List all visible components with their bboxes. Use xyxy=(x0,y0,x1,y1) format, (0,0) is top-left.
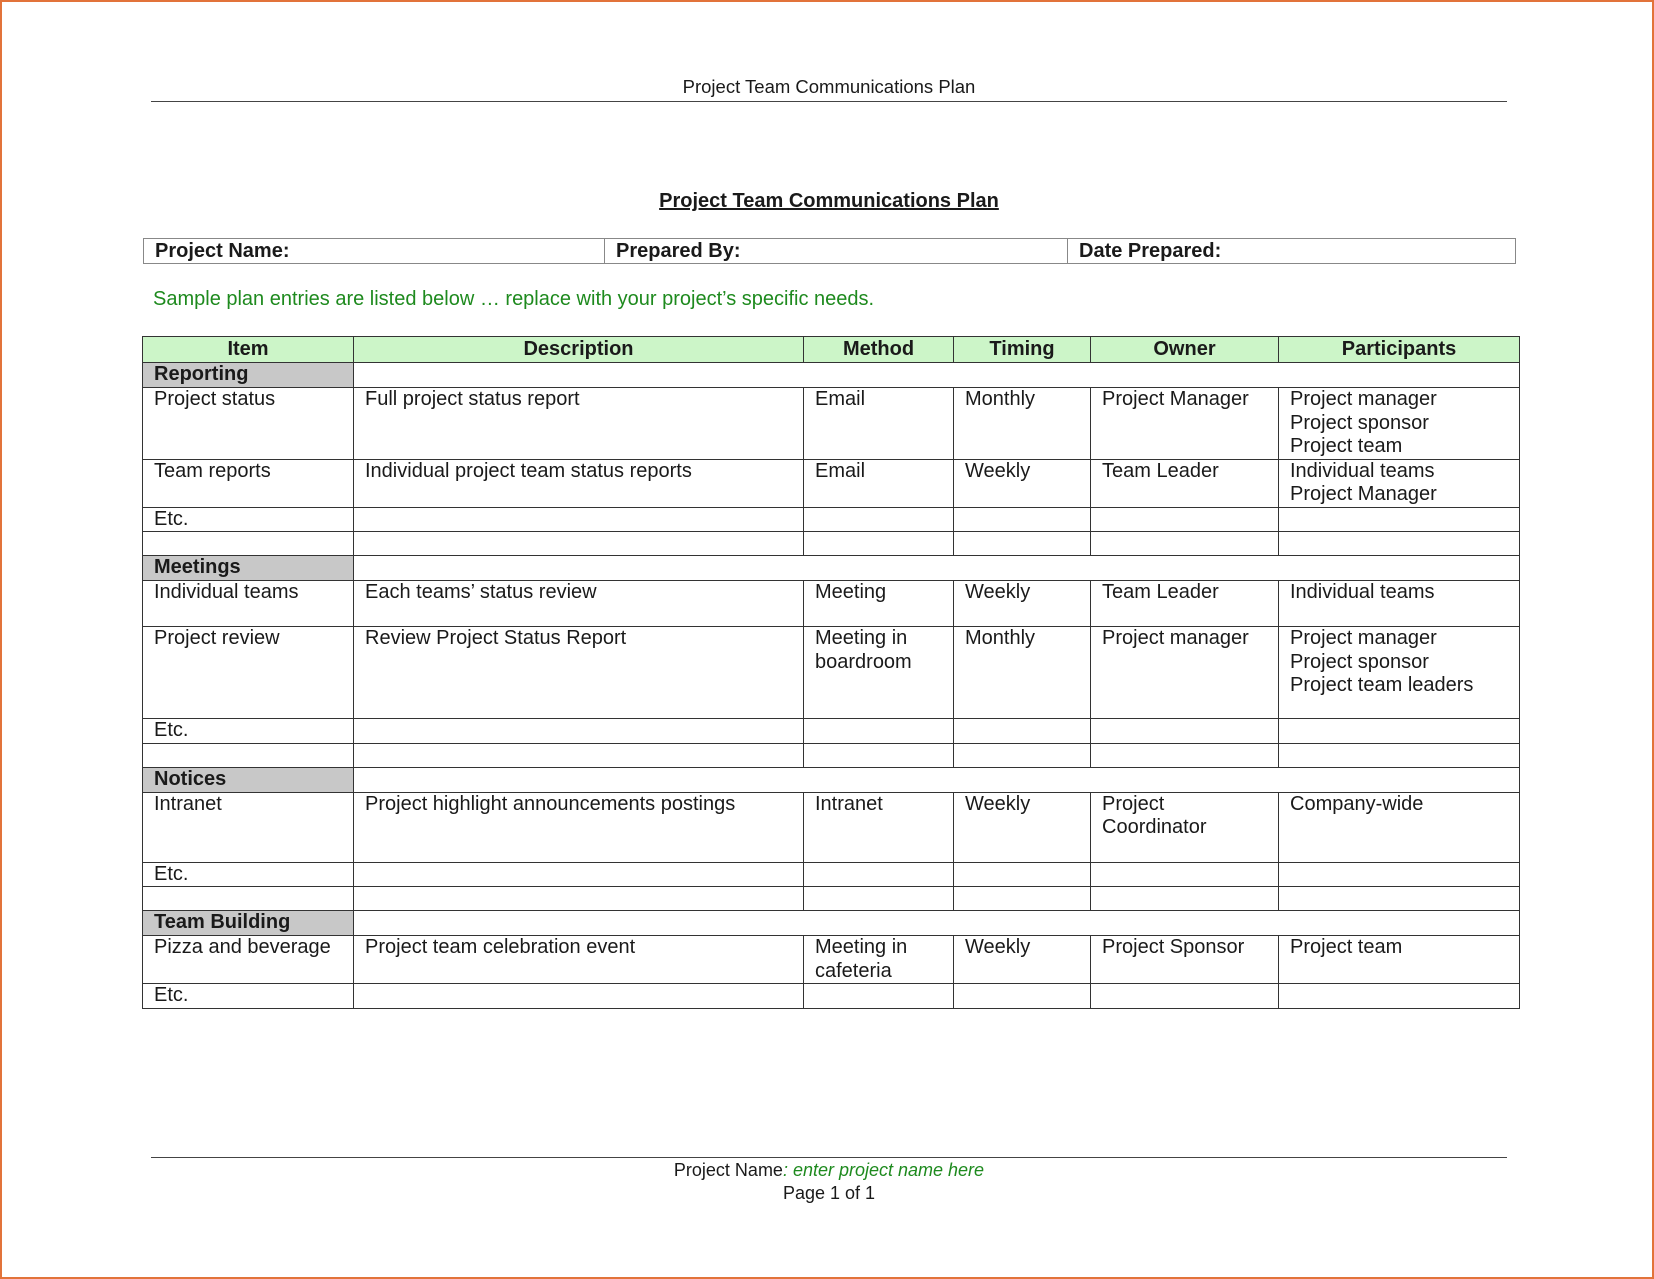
cell-item[interactable]: Individual teams xyxy=(143,581,354,627)
cell-participants[interactable] xyxy=(1279,743,1520,767)
cell-timing[interactable] xyxy=(954,887,1091,911)
cell-owner[interactable]: Project Manager xyxy=(1091,388,1279,460)
footer-project-name-hint[interactable]: : enter project name here xyxy=(782,1160,985,1180)
instruction-note: Sample plan entries are listed below … replace with your project’s specific needs. xyxy=(153,288,875,310)
column-header-item: Item xyxy=(143,337,354,363)
cell-item[interactable] xyxy=(143,743,354,767)
cell-item[interactable]: Etc. xyxy=(143,984,354,1009)
cell-participants[interactable] xyxy=(1279,887,1520,911)
table-header-row xyxy=(143,337,1520,363)
footer-page-number: Page 1 of 1 xyxy=(782,1183,876,1203)
column-header-owner: Owner xyxy=(1091,337,1279,363)
table-row xyxy=(143,388,1520,460)
cell-participants[interactable]: Individual teams xyxy=(1279,581,1520,627)
cell-method[interactable]: Meeting xyxy=(804,581,954,627)
cell-method[interactable] xyxy=(804,862,954,887)
cell-item[interactable]: Pizza and beverage xyxy=(143,936,354,984)
project-name-field[interactable]: Project Name: xyxy=(144,239,605,263)
cell-method[interactable]: Intranet xyxy=(804,792,954,862)
cell-description[interactable]: Full project status report xyxy=(354,388,804,460)
cell-owner[interactable]: Project Sponsor xyxy=(1091,936,1279,984)
cell-participants[interactable] xyxy=(1279,507,1520,532)
page-title: Project Team Communications Plan xyxy=(659,190,999,212)
cell-method[interactable]: Email xyxy=(804,388,954,460)
column-header-description: Description xyxy=(354,337,804,363)
cell-participants[interactable]: Project manager Project sponsor Project team xyxy=(1279,388,1520,460)
cell-participants[interactable] xyxy=(1279,719,1520,744)
cell-method[interactable] xyxy=(804,532,954,556)
table-row xyxy=(143,627,1520,719)
cell-description[interactable]: Project team celebration event xyxy=(354,936,804,984)
cell-owner[interactable]: Team Leader xyxy=(1091,459,1279,507)
cell-item[interactable]: Etc. xyxy=(143,507,354,532)
table-row xyxy=(143,936,1520,984)
cell-participants[interactable]: Project team xyxy=(1279,936,1520,984)
cell-item[interactable] xyxy=(143,887,354,911)
cell-method[interactable]: Email xyxy=(804,459,954,507)
cell-timing[interactable]: Weekly xyxy=(954,792,1091,862)
cell-method[interactable]: Meeting in boardroom xyxy=(804,627,954,719)
cell-item[interactable]: Team reports xyxy=(143,459,354,507)
cell-method[interactable]: Meeting in cafeteria xyxy=(804,936,954,984)
cell-method[interactable] xyxy=(804,743,954,767)
table-body xyxy=(143,363,1520,1009)
cell-description[interactable] xyxy=(354,532,804,556)
cell-participants[interactable]: Project manager Project sponsor Project team leaders xyxy=(1279,627,1520,719)
table-row xyxy=(143,719,1520,744)
communications-plan-table xyxy=(142,336,1520,1009)
cell-item[interactable]: Intranet xyxy=(143,792,354,862)
cell-timing[interactable] xyxy=(954,743,1091,767)
cell-timing[interactable]: Monthly xyxy=(954,388,1091,460)
cell-owner[interactable]: Team Leader xyxy=(1091,581,1279,627)
cell-participants[interactable] xyxy=(1279,532,1520,556)
cell-owner[interactable] xyxy=(1091,507,1279,532)
cell-description[interactable] xyxy=(354,862,804,887)
prepared-by-field[interactable]: Prepared By: xyxy=(605,239,1068,263)
cell-description[interactable]: Each teams’ status review xyxy=(354,581,804,627)
cell-description[interactable] xyxy=(354,719,804,744)
cell-item[interactable]: Etc. xyxy=(143,862,354,887)
table-row xyxy=(143,532,1520,556)
cell-method[interactable] xyxy=(804,507,954,532)
cell-participants[interactable] xyxy=(1279,984,1520,1009)
cell-timing[interactable] xyxy=(954,532,1091,556)
cell-timing[interactable] xyxy=(954,984,1091,1009)
cell-method[interactable] xyxy=(804,984,954,1009)
cell-description[interactable]: Review Project Status Report xyxy=(354,627,804,719)
cell-timing[interactable]: Weekly xyxy=(954,581,1091,627)
table-row xyxy=(143,984,1520,1009)
category-label: Meetings xyxy=(143,556,354,581)
column-header-timing: Timing xyxy=(954,337,1091,363)
table-row xyxy=(143,459,1520,507)
cell-timing[interactable] xyxy=(954,719,1091,744)
cell-owner[interactable]: Project manager xyxy=(1091,627,1279,719)
header-divider xyxy=(151,101,1507,102)
cell-item[interactable]: Etc. xyxy=(143,719,354,744)
category-spacer-cell xyxy=(354,911,1520,936)
cell-owner[interactable]: Project Coordinator xyxy=(1091,792,1279,862)
cell-description[interactable] xyxy=(354,984,804,1009)
column-header-participants: Participants xyxy=(1279,337,1520,363)
category-row xyxy=(143,911,1520,936)
cell-owner[interactable] xyxy=(1091,984,1279,1009)
cell-item[interactable]: Project review xyxy=(143,627,354,719)
cell-timing[interactable]: Monthly xyxy=(954,627,1091,719)
cell-participants[interactable]: Company-wide xyxy=(1279,792,1520,862)
cell-description[interactable] xyxy=(354,507,804,532)
table-row xyxy=(143,507,1520,532)
cell-method[interactable] xyxy=(804,719,954,744)
project-info-bar xyxy=(143,238,1516,264)
footer-divider xyxy=(151,1157,1507,1158)
cell-description[interactable]: Individual project team status reports xyxy=(354,459,804,507)
category-row xyxy=(143,556,1520,581)
category-spacer-cell xyxy=(354,767,1520,792)
category-label: Reporting xyxy=(143,363,354,388)
column-header-method: Method xyxy=(804,337,954,363)
table-row xyxy=(143,743,1520,767)
category-label: Notices xyxy=(143,767,354,792)
cell-owner[interactable] xyxy=(1091,862,1279,887)
cell-participants[interactable] xyxy=(1279,862,1520,887)
table-row xyxy=(143,887,1520,911)
cell-owner[interactable] xyxy=(1091,887,1279,911)
cell-method[interactable] xyxy=(804,887,954,911)
cell-description[interactable] xyxy=(354,887,804,911)
cell-item[interactable] xyxy=(143,532,354,556)
category-spacer-cell xyxy=(354,363,1520,388)
cell-timing[interactable]: Weekly xyxy=(954,936,1091,984)
cell-owner[interactable] xyxy=(1091,719,1279,744)
footer-project-name xyxy=(2,1160,1654,1181)
category-row xyxy=(143,767,1520,792)
date-prepared-field[interactable]: Date Prepared: xyxy=(1079,239,1222,262)
cell-description[interactable]: Project highlight announcements postings xyxy=(354,792,804,862)
cell-participants[interactable]: Individual teams Project Manager xyxy=(1279,459,1520,507)
cell-timing[interactable]: Weekly xyxy=(954,459,1091,507)
category-spacer-cell xyxy=(354,556,1520,581)
cell-timing[interactable] xyxy=(954,862,1091,887)
table-row xyxy=(143,581,1520,627)
category-row xyxy=(143,363,1520,388)
cell-owner[interactable] xyxy=(1091,532,1279,556)
table-row xyxy=(143,792,1520,862)
cell-item[interactable]: Project status xyxy=(143,388,354,460)
cell-owner[interactable] xyxy=(1091,743,1279,767)
cell-description[interactable] xyxy=(354,743,804,767)
table-row xyxy=(143,862,1520,887)
footer-project-name-label: Project Name xyxy=(673,1160,783,1180)
cell-timing[interactable] xyxy=(954,507,1091,532)
running-header: Project Team Communications Plan xyxy=(682,76,976,97)
category-label: Team Building xyxy=(143,911,354,936)
